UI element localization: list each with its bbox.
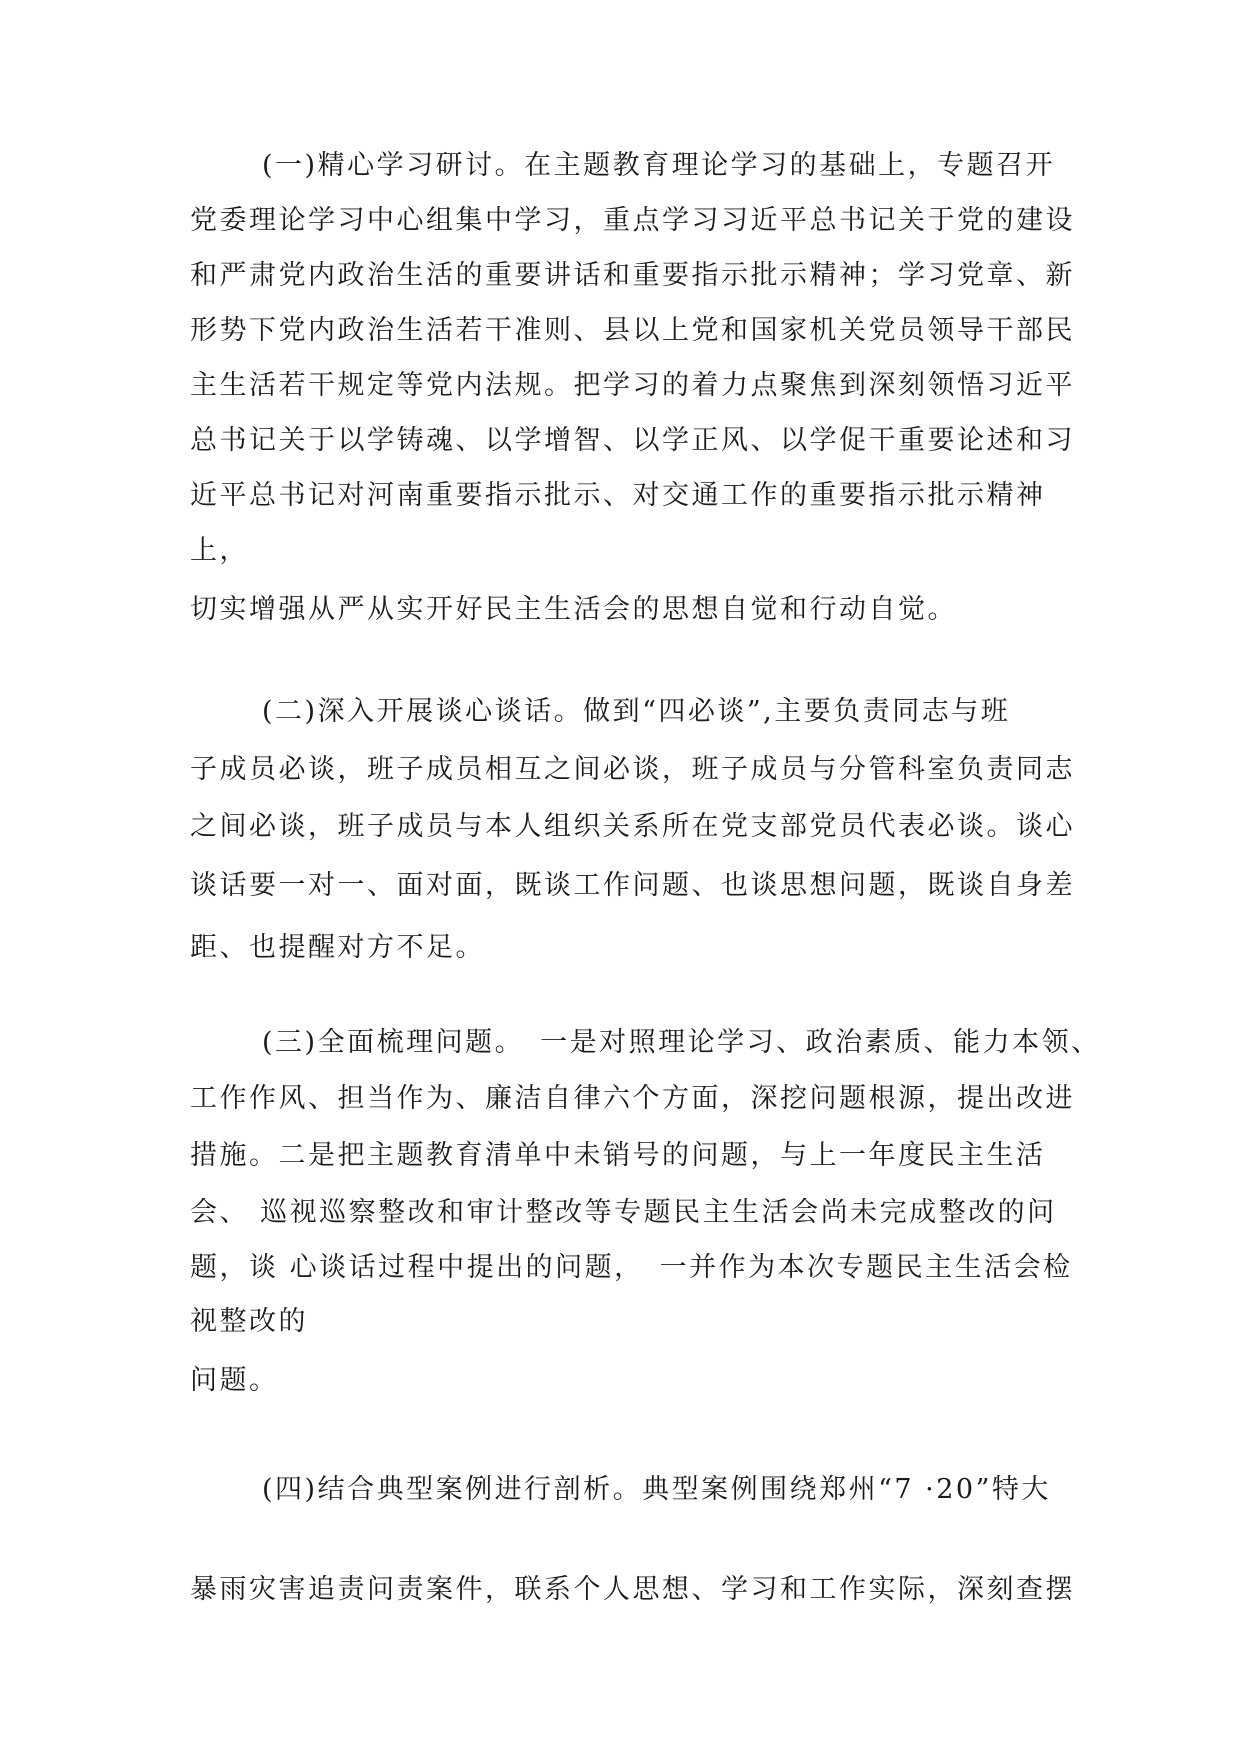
p1-line-8: 上， <box>190 535 249 566</box>
p1-line-9: 切实增强从严从实开好民主生活会的思想自觉和行动自觉。 <box>190 594 957 625</box>
p1-line-4: 形势下党内政治生活若干准则、县以上党和国家机关党员领导干部民 <box>190 315 1075 346</box>
p3-line-1: (三)全面梳理问题。 一是对照理论学习、政治素质、能力本领、 <box>262 1027 1101 1058</box>
p3-line-5: 题，谈 心谈话过程中提出的问题， 一并作为本次专题民主生活会检 <box>190 1252 1073 1283</box>
p2-line-2: 子成员必谈，班子成员相互之间必谈，班子成员与分管科室负责同志 <box>190 754 1075 785</box>
p4-line-1: (四)结合典型案例进行剖析。典型案例围绕郑州“7 ·20”特大 <box>262 1474 1051 1505</box>
p3-line-7: 问题。 <box>190 1365 279 1396</box>
p2-line-1: (二)深入开展谈心谈话。做到“四必谈”,主要负责同志与班 <box>262 696 1011 727</box>
p3-line-4: 会、 巡视巡察整改和审计整改等专题民主生活会尚未完成整改的问 <box>190 1197 1057 1228</box>
p2-line-3: 之间必谈，班子成员与本人组织关系所在党支部党员代表必谈。谈心 <box>190 811 1075 842</box>
p1-line-5: 主生活若干规定等党内法规。把学习的着力点聚焦到深刻领悟习近平 <box>190 370 1075 401</box>
p1-line-2: 党委理论学习中心组集中学习，重点学习习近平总书记关于党的建设 <box>190 205 1075 236</box>
p3-line-2: 工作作风、担当作为、廉洁自律六个方面，深挖问题根源，提出改进 <box>190 1083 1075 1114</box>
p1-line-6: 总书记关于以学铸魂、以学增智、以学正风、以学促干重要论述和习 <box>190 425 1075 456</box>
p3-line-3: 措施。二是把主题教育清单中未销号的问题，与上一年度民主生活 <box>190 1140 1046 1171</box>
p1-line-3: 和严肃党内政治生活的重要讲话和重要指示批示精神；学习党章、新 <box>190 260 1075 291</box>
p2-line-4: 谈话要一对一、面对面，既谈工作问题、也谈思想问题，既谈自身差 <box>190 870 1075 901</box>
p4-line-2: 暴雨灾害追责问责案件，联系个人思想、学习和工作实际，深刻查摆 <box>190 1574 1075 1605</box>
p1-line-7: 近平总书记对河南重要指示批示、对交通工作的重要指示批示精神 <box>190 480 1046 511</box>
p1-line-1: (一)精心学习研讨。在主题教育理论学习的基础上，专题召开 <box>262 150 1056 181</box>
p2-line-5: 距、也提醒对方不足。 <box>190 932 485 963</box>
p3-line-6: 视整改的 <box>190 1306 308 1337</box>
